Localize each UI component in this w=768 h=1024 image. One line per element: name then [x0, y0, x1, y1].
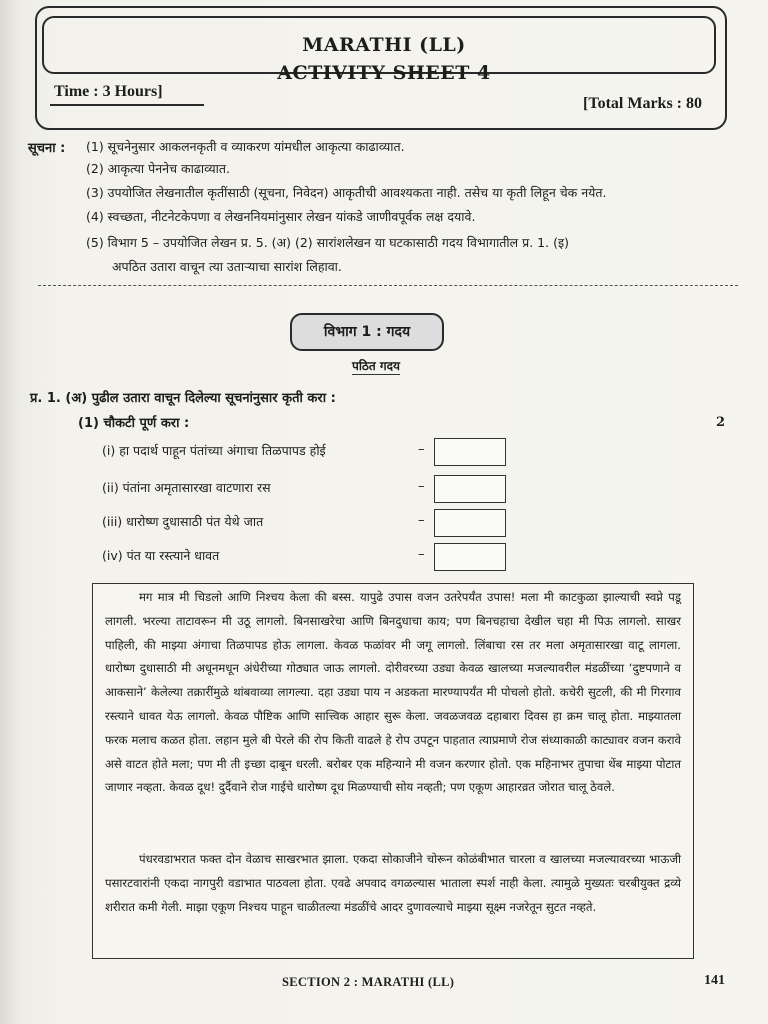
answer-box[interactable]	[434, 438, 506, 466]
fill-item-dash: –	[418, 547, 425, 562]
passage-paragraph: पंधरवडाभरात फक्त दोन वेळाच साखरभात झाला. एकदा सोकाजीने चोरून कोळंबीभात चारला व खालच्या मजल्यावरच्या भाऊजी पसारटवारांनी एकदा नागपुरी वडाभात पाठवला होता. एवढे अपवाद वगळल्यास भाताला स्पर्श नाही केला. त्यामुळे मुख्यतः चरबीयुक्त द्रव्ये शरीरात कमी गेली. माझा एकूण निश्चय पाहून चाळीतल्या मंडळींचे आदर दुणावल्याचे माझ्या सूक्ष्म नजरेतून सुटत नव्हते.	[105, 852, 681, 914]
fill-item-dash: –	[418, 442, 425, 457]
instructions-label: सूचना :	[28, 141, 66, 156]
section-subheading: पठित गदय	[352, 359, 401, 373]
time-label: Time : 3 Hours]	[50, 80, 204, 106]
passage-box	[92, 583, 694, 959]
instruction-item: (1) सूचनेनुसार आकलनकृती व व्याकरण यांमधील आकृत्या काढाव्यात.	[86, 139, 405, 154]
sheet-title: ACTIVITY SHEET 4	[277, 62, 491, 84]
fill-item-label: (iv) पंत या रस्त्याने धावत	[102, 548, 220, 563]
fill-item-dash: –	[418, 513, 425, 528]
footer-section-label: SECTION 2 : MARATHI (LL)	[282, 975, 455, 989]
answer-box[interactable]	[434, 475, 506, 503]
fill-item-label: (iii) धारोष्ण दुधासाठी पंत येथे जात	[102, 514, 264, 529]
page-number: 141	[704, 973, 725, 988]
total-marks-label: [Total Marks : 80	[583, 95, 702, 112]
sub-question-text: (1) चौकटी पूर्ण करा :	[78, 416, 190, 431]
answer-box[interactable]	[434, 509, 506, 537]
fill-item-dash: –	[418, 479, 425, 494]
question-marks: 2	[716, 415, 726, 430]
instruction-item-continued: अपठित उतारा वाचून त्या उताऱ्याचा सारांश लिहावा.	[112, 259, 342, 274]
section-heading: विभाग 1 : गदय	[290, 313, 444, 351]
subject-title: MARATHI (LL)	[302, 34, 466, 56]
fill-item-label: (ii) पंतांना अमृतासारखा वाटणारा रस	[102, 480, 271, 495]
instruction-item: (4) स्वच्छता, नीटनेटकेपणा व लेखननियमांनुसार लेखन यांकडे जाणीवपूर्वक लक्ष दयावे.	[86, 209, 476, 224]
dashed-divider	[38, 285, 738, 286]
passage-paragraph: मग मात्र मी चिडलो आणि निश्चय केला की बस्स. यापुढे उपास वजन उतरेपर्यंत उपास! मला मी काटकुळा झाल्याची स्वप्ने पडू लागली. भरल्या ताटावरून मी उठू लागलो. बिनसाखरेचा आणि बिनदुधाचा काय; पण बिनचहाचा देखील चहा मी पिऊ लागलो. साखर पाहिली, की माझ्या अंगाचा तिळपापड होऊ लागला. केवळ फळांवर मी जगू लागलो. लिंबाचा रस तर मला अमृतासारखा वाटू लागला. धारोष्ण दुधासाठी मी अधूनमधून अंधेरीच्या गोठ्यात जाऊ लागलो. दोरीवरच्या उड्या केवळ खालच्या मजल्यावरील मंडळींच्या ‘दुष्टपणाने व आकसाने’ केलेल्या तक्रारींमुळे थांबवाव्या लागल्या. दहा उड्या पाय न अडकता मारण्यापर्यंत मी पोचलो होतो. कचेरी सुटली, की मी गिरगाव रस्त्याने धावत येऊ लागलो. केवळ पौष्टिक आणि सात्त्विक आहार सुरू केला. जवळजवळ दहाबारा दिवस हा क्रम चालू होता. माझ्यातला फरक मलाच कळत होता. लहान मुले बी पेरले की रोप किती वाढले हे रोप उपटून पाहतात त्याप्रमाणे रोज संध्याकाळी काट्यावर वजन करावे असे वाटत होते मला; पण मी ती इच्छा दाबून धरली. बरोबर एक महिन्याने मी वजन करणार होतो. एक महिनाभर तुपाचा थेंब माझ्या पोटात जाणार नव्हता. केवळ दूध! दुर्दैवाने रोज गाईचे धारोष्ण दूध मिळण्याची सोय नव्हती; पण एकूण आहारव्रत जोरात चालू ठेवले.	[105, 590, 681, 795]
instruction-item: (3) उपयोजित लेखनातील कृतींसाठी (सूचना, निवेदन) आकृतीची आवश्यकता नाही. तसेच या कृती लिहून चेक नयेत.	[86, 185, 607, 200]
instruction-item: (2) आकृत्या पेननेच काढाव्यात.	[86, 161, 231, 176]
answer-box[interactable]	[434, 543, 506, 571]
instruction-item: (5) विभाग 5 – उपयोजित लेखन प्र. 5. (अ) (2) सारांशलेखन या घटकासाठी गदय विभागातील प्र. 1. (इ)	[86, 235, 569, 250]
question-text: प्र. 1. (अ) पुढील उतारा वाचून दिलेल्या सूचनांनुसार कृती करा :	[30, 391, 336, 406]
fill-item-label: (i) हा पदार्थ पाहून पंतांच्या अंगाचा तिळपापड होई	[102, 443, 326, 458]
